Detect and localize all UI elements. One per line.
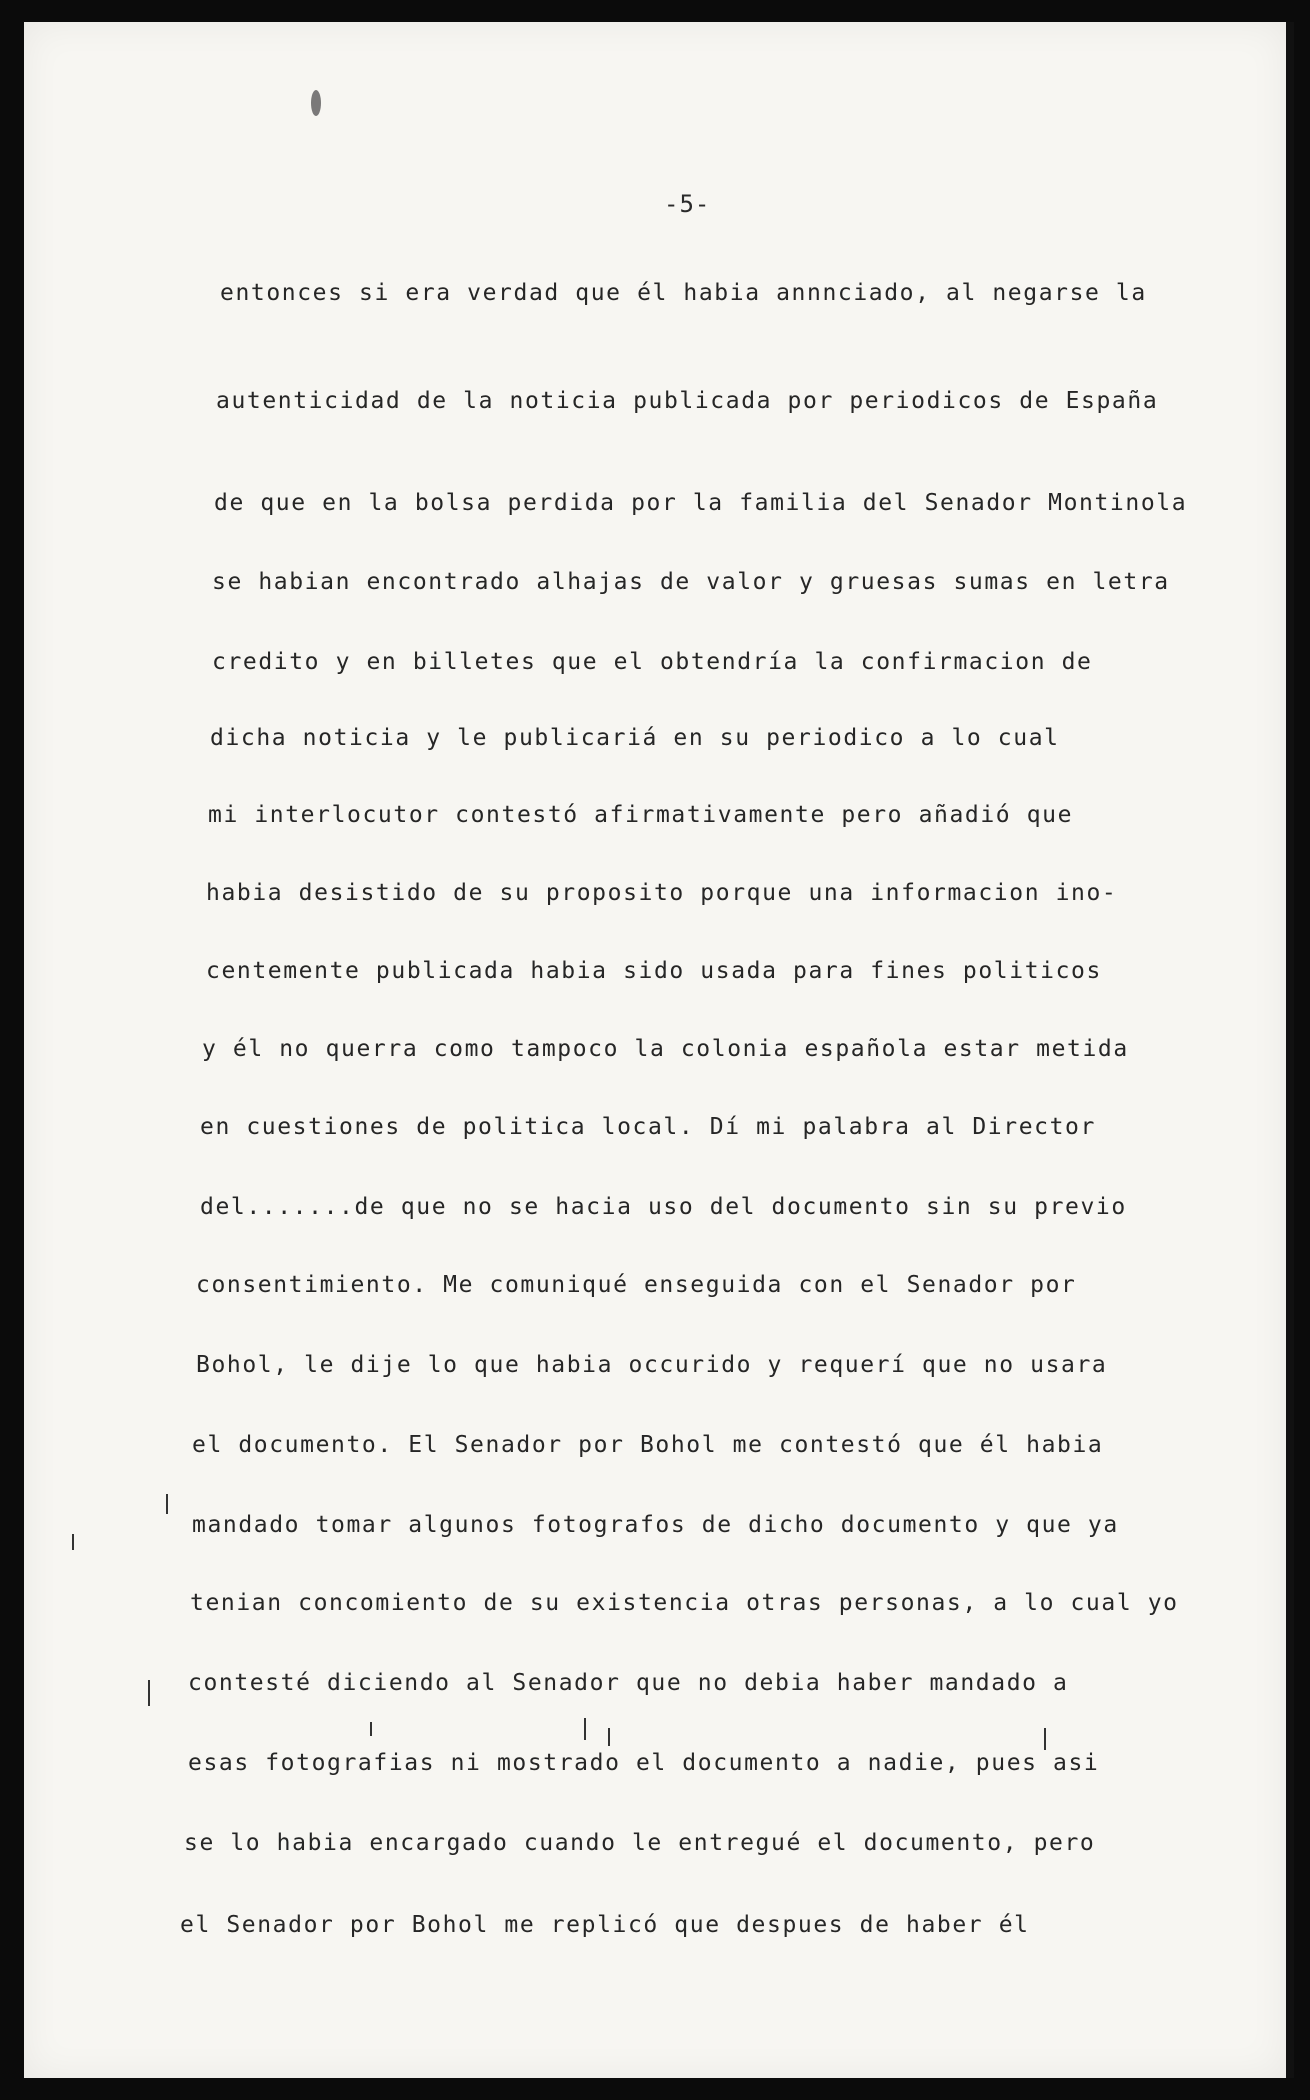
text-line-19: esas fotografias ni mostrado el documento a nadie, pues asi	[188, 1750, 1100, 1776]
text-line-21: el Senador por Bohol me replicó que despues de haber él	[180, 1912, 1030, 1938]
text-line-14: Bohol, le dije lo que habia occurido y requerí que no usara	[196, 1352, 1108, 1378]
text-line-20: se lo habia encargado cuando le entregué el documento, pero	[184, 1830, 1096, 1856]
text-line-10: y él no querra como tampoco la colonia española estar metida	[202, 1036, 1129, 1062]
text-line-16: mandado tomar algunos fotografos de dicho documento y que ya	[192, 1512, 1119, 1538]
text-line-7: mi interlocutor contestó afirmativamente pero añadió que	[208, 802, 1074, 828]
stray-mark	[148, 1680, 150, 1706]
ink-blot	[311, 90, 321, 116]
text-line-3: de que en la bolsa perdida por la familia del Senador Montinola	[214, 490, 1188, 516]
text-line-13: consentimiento. Me comuniqué enseguida con el Senador por	[196, 1272, 1077, 1298]
text-line-5: credito y en billetes que el obtendría la confirmacion de	[212, 649, 1093, 675]
text-line-15: el documento. El Senador por Bohol me contestó que él habia	[192, 1432, 1104, 1458]
text-line-17: tenian concomiento de su existencia otras personas, a lo cual yo	[190, 1590, 1179, 1616]
text-line-1: entonces si era verdad que él habia annnciado, al negarse la	[220, 280, 1147, 306]
stray-mark	[1044, 1728, 1046, 1750]
stray-mark	[608, 1728, 610, 1746]
text-line-8: habia desistido de su proposito porque una informacion ino-	[206, 880, 1118, 906]
text-line-11: en cuestiones de politica local. Dí mi palabra al Director	[200, 1114, 1096, 1140]
text-line-4: se habian encontrado alhajas de valor y gruesas sumas en letra	[212, 569, 1170, 595]
document-page	[24, 22, 1294, 2078]
text-line-18: contesté diciendo al Senador que no debia haber mandado a	[188, 1670, 1069, 1696]
stray-mark	[166, 1494, 168, 1514]
stray-mark	[584, 1718, 586, 1740]
text-line-12: del.......de que no se hacia uso del documento sin su previo	[200, 1194, 1127, 1220]
text-line-2: autenticidad de la noticia publicada por periodicos de España	[216, 388, 1159, 414]
text-line-9: centemente publicada habia sido usada para fines politicos	[206, 958, 1102, 984]
text-line-6: dicha noticia y le publicariá en su periodico a lo cual	[210, 725, 1060, 751]
stray-mark	[370, 1722, 372, 1736]
page-number: -5-	[664, 190, 711, 218]
stray-mark	[72, 1534, 74, 1550]
